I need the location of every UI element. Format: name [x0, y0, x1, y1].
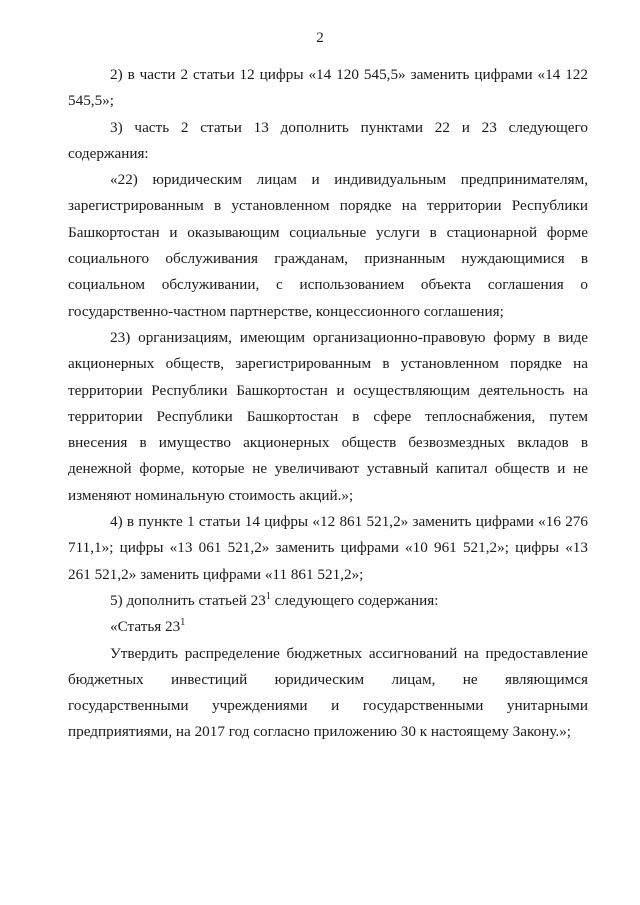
paragraph-subitem-23: 23) организациям, имеющим организационно-правовую форму в виде акционерных обществ, зарегистрированным в установленном порядке на территории Республики Башкортостан и осуществляющим деятельность на территории Республики Башкортостан в сфере теплоснабжения, путем внесения в имущество акционерных обществ безвозмездных вкладов в денежной форме, которые не увеличивают уставный капитал обществ и не изменяют номинальную стоимость акций.»;: [68, 328, 588, 504]
item5-text-before: 5) дополнить статьей 23: [110, 591, 266, 609]
paragraph-item-4: 4) в пункте 1 статьи 14 цифры «12 861 521,2» заменить цифрами «16 276 711,1»; цифры «13 061 521,2» заменить цифрами «10 961 521,2»; цифры «13 261 521,2» заменить цифрами «11 861 521,2»;: [68, 513, 588, 583]
paragraph-item-2: 2) в части 2 статьи 12 цифры «14 120 545,5» заменить цифрами «14 122 545,5»;: [68, 66, 588, 110]
document-body: [68, 62, 588, 746]
item5-superscript: 1: [265, 590, 271, 602]
article-superscript: 1: [180, 617, 186, 629]
article-body-paragraph: Утвердить распределение бюджетных ассигнований на предоставление бюджетных инвестиций юридическим лицам, не являющимся государственными учреждениями и государственными унитарными предприятиями, на 2017 год согласно приложению 30 к настоящему Закону.»;: [68, 644, 588, 741]
item5-text-after: следующего содержания:: [270, 591, 439, 609]
paragraph-subitem-22: «22) юридическим лицам и индивидуальным предпринимателям, зарегистрированным в установленном порядке на территории Республики Башкортостан и оказывающим социальные услуги в стационарной форме социального обслуживания гражданам, признанным нуждающимися в социальном обслуживании, с использованием объекта соглашения о государственно-частном партнерстве, концессионного соглашения;: [68, 171, 588, 320]
page-number: 2: [316, 30, 324, 46]
article-label: «Статья 23: [110, 618, 181, 636]
paragraph-item-3: 3) часть 2 статьи 13 дополнить пунктами 22 и 23 следующего содержания:: [68, 118, 588, 162]
article-heading: [68, 614, 588, 640]
paragraph-item-5: [68, 588, 588, 614]
